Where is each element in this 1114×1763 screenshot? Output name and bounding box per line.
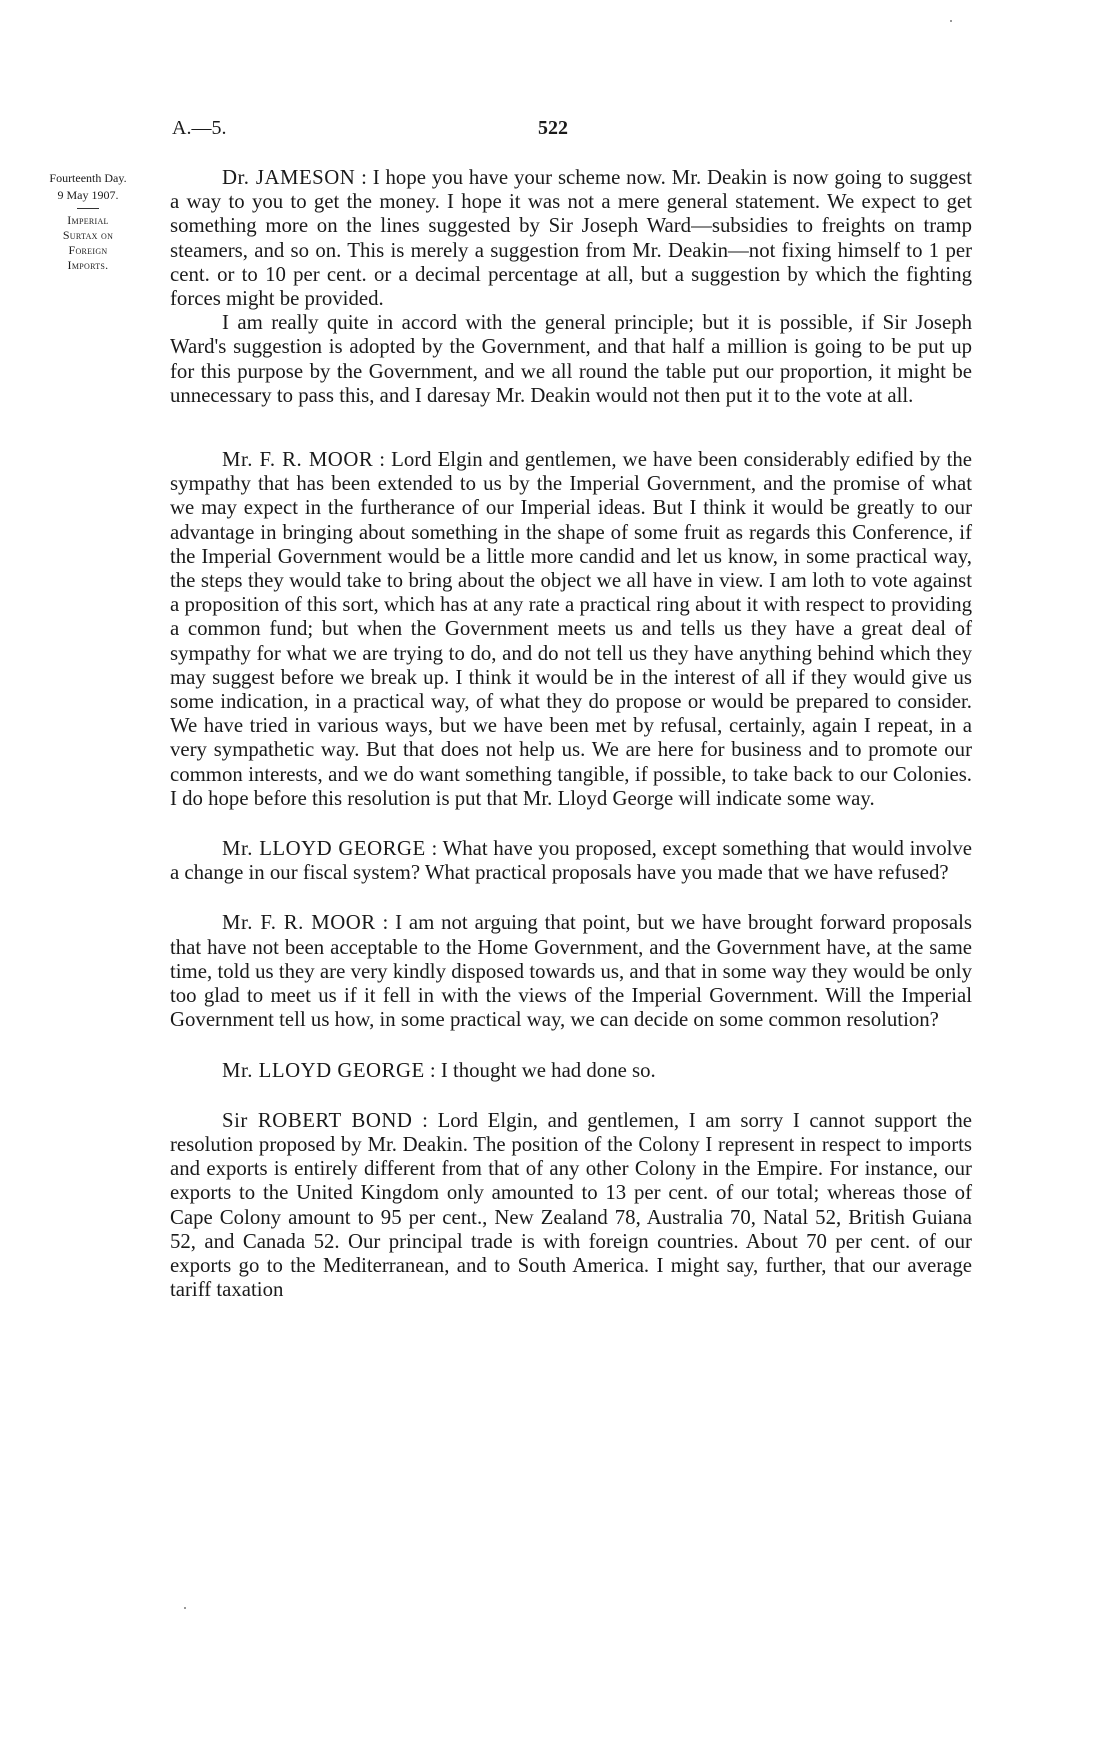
margin-date: 9 May 1907. [57,188,119,202]
paragraph-text: : Lord Elgin and gentlemen, we have been considerably edified by the sympathy that has been extended to us by the Imperial Government, and the promise of what we may expect in the furtherance of our Imperial ideas. But I think it would be greatly to our advantage in bringing about something in the shape of some fruit as regards this Conference, if the Imperial Government would be a little more candid and let us know, in some practical way, the steps they would take to bring about the object we all have in view. I am loth to vote against a proposition of this sort, which has at any rate a practical ring about it with respect to providing a common fund; but when the Government meets us and tells us they have a great deal of sympathy for what we are trying to do, and do not tell us they have anything behind which they may suggest before we break up. I think it would be in the interest of all if they would give us some indication, in a practical way, of what they do propose or would be prepared to consider. We have tried in various ways, but we have been met by refusal, certainly, again I repeat, in a very sympathetic way. But that does not help us. We are here for business and to promote our common interests, and we do want something tangible, if possible, to take back to our Colonies. I do hope before this resolution is put that Mr. Lloyd George will indicate some way. [170,448,972,810]
continuation-paragraph [170,311,972,408]
margin-divider [77,208,99,209]
speech-paragraph [170,166,972,311]
paragraph-text: : Lord Elgin, and gentlemen, I am sorry I cannot support the resolution proposed by Mr. Deakin. The position of the Colony I represent in respect to imports and exports is entirely different from that of any other Colony in the Empire. For instance, our exports to the United Kingdom only amounted to 13 per cent. of our total; whereas those of Cape Colony amount to 95 per cent., New Zealand 78, Australia 70, Natal 52, British Guiana 52, and Canada 52. Our principal trade is with foreign countries. About 70 per cent. of our exports go to the Mediterranean, and to South America. I might say, further, that our average tariff taxation [170,1108,972,1302]
margin-topic-line: Foreign [68,243,108,257]
margin-topic-line: Imperial [67,213,109,227]
margin-topic-line: Imports. [67,258,109,272]
paragraph-text: I am really quite in accord with the general principle; but it is possible, if Sir Joseph Ward's suggestion is adopted by the Government, and that half a million is going to be put up for this purpose by the Government, and we all round the table put our proportion, it might be unnecessary to pass this, and I daresay Mr. Deakin would not then put it to the vote at all. [170,311,972,407]
speaker-name: Mr. F. R. MOOR [222,911,376,935]
speaker-name: Mr. F. R. MOOR [222,448,374,472]
speaker-name: Mr. LLOYD GEORGE [222,1058,425,1082]
speech-paragraph [170,1109,972,1303]
speech-paragraph [170,911,972,1032]
speaker-name: Mr. LLOYD GEORGE [222,837,426,861]
document-reference: A.—5. [172,117,227,139]
paragraph-text: : What have you proposed, except something that would involve a change in our fiscal system? What practical proposals have you made that we have refused? [170,837,972,885]
scan-speck [184,1607,186,1609]
scan-speck [950,20,952,22]
margin-day: Fourteenth Day. [49,171,127,185]
speaker-name: Sir ROBERT BOND [222,1108,413,1132]
paragraph-text: : I am not arguing that point, but we have brought forward proposals that have not been acceptable to the Home Government, and the Government have, at the same time, told us they are very kindly disposed towards us, and that in some way they would be only too glad to meet us if it fell in with the views of the Imperial Government. Will the Imperial Government tell us how, in some practical way, we can decide on some common resolution? [170,911,972,1032]
margin-note [20,170,156,273]
speech-paragraph [170,837,972,885]
speech-paragraph [170,448,972,811]
margin-topic-line: Surtax on [62,228,114,242]
body-text [170,166,972,1302]
paragraph-text: : I hope you have your scheme now. Mr. Deakin is now going to suggest a way to you to get the money. I hope it was not a mere general statement. We expect to get something more on the lines suggested by Sir Joseph Ward—subsidies to freights on tramp steamers, and so on. This is merely a suggestion from Mr. Deakin—not fixing himself to 1 per cent. or to 10 per cent. or a decimal percentage at all, but a suggestion by which the fighting forces might be provided. [170,166,972,311]
speaker-name: Dr. JAMESON [222,166,356,189]
paragraph-text: : I thought we had done so. [424,1058,656,1082]
page-number: 522 [538,117,568,139]
speech-paragraph [170,1059,972,1083]
